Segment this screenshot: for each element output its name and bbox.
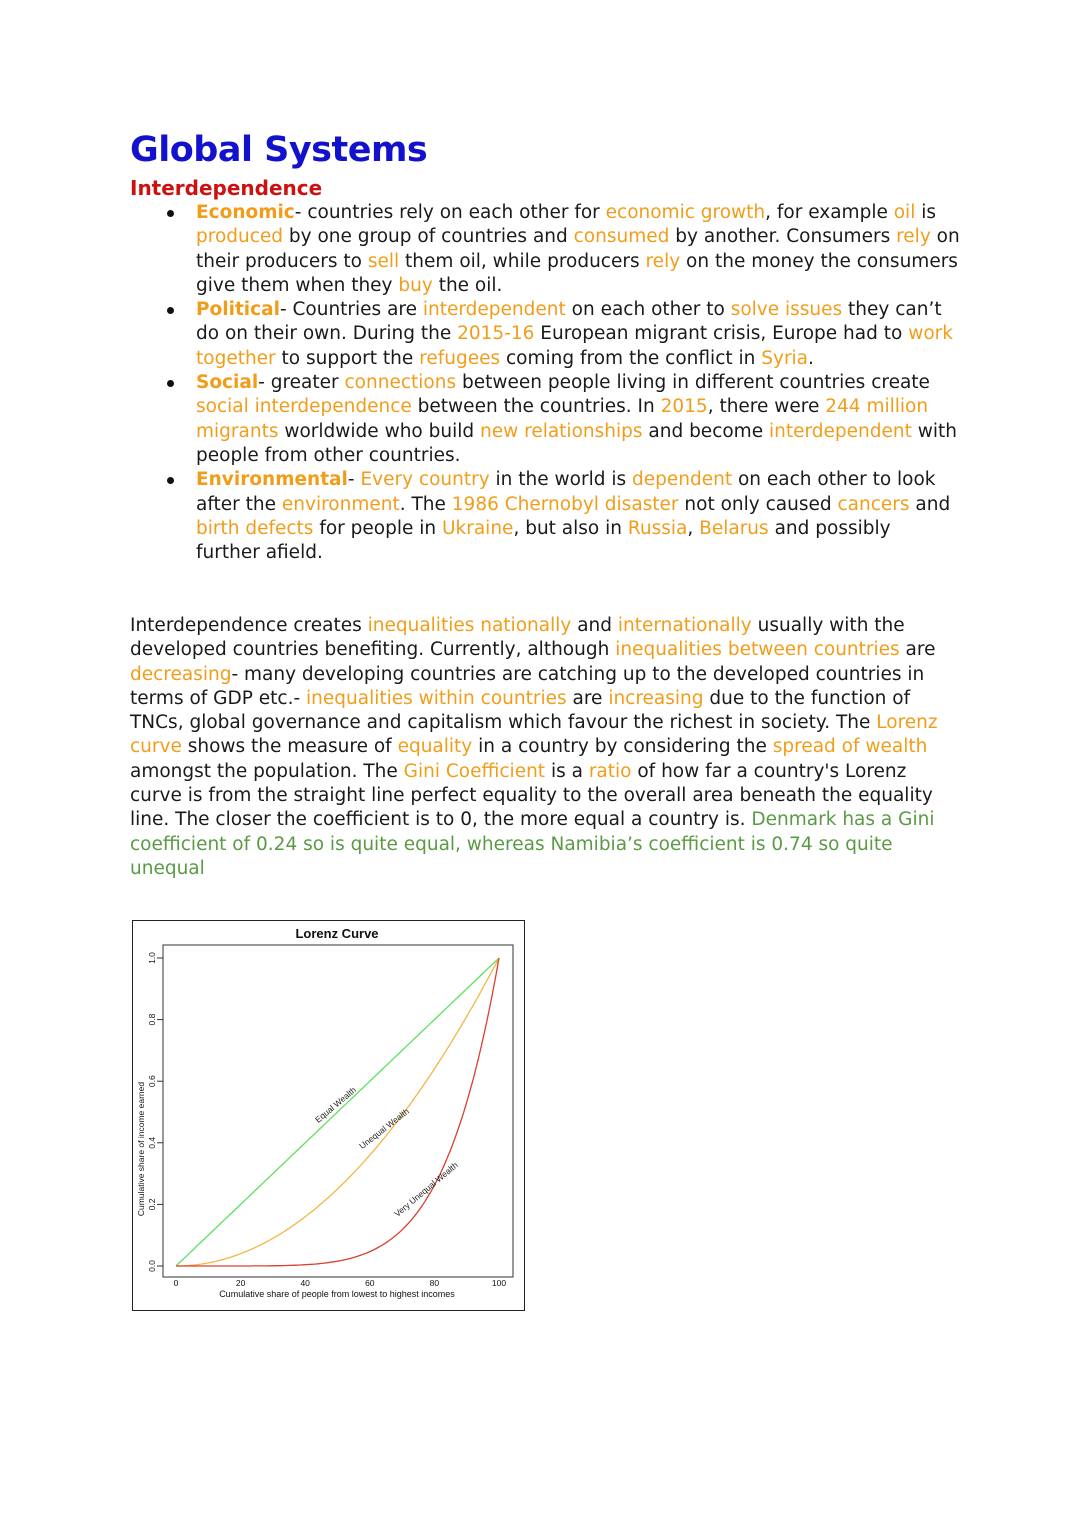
y-axis-label: Cumulative share of income earned	[136, 1081, 146, 1217]
text-run: on each other to	[565, 299, 731, 321]
green-note: Denmark has a Gini coefficient of 0.24 so is quite equal, whereas Namibia’s coefficient is 0.74 so quite unequal	[130, 809, 935, 879]
text-run: is	[915, 202, 937, 223]
text-run: between people living in different countries create	[456, 372, 930, 394]
curve-label: Very Unequal Wealth	[392, 1159, 460, 1219]
highlight: inequalities nationally	[367, 615, 572, 636]
highlight: dependent	[632, 469, 733, 491]
text-run: and	[909, 493, 951, 515]
text-run: them oil, while producers	[399, 250, 646, 272]
bullet-social	[130, 371, 960, 468]
highlight: inequalities between countries	[615, 639, 900, 661]
text-run: coming from the conflict in	[500, 347, 762, 369]
bullet-text	[196, 299, 953, 369]
text-run: usually with the developed countries benefiting. Currently, although	[130, 615, 905, 661]
highlight: sell	[367, 250, 400, 272]
lorenz-chart-svg	[133, 921, 523, 1309]
text-run: in the world is	[489, 469, 633, 491]
text-run: are	[899, 639, 936, 661]
text-run: ,	[687, 517, 700, 539]
text-run: , but also in	[513, 517, 628, 539]
bullet-dot	[167, 210, 174, 217]
bullet-list	[130, 201, 960, 565]
highlight: oil	[893, 202, 916, 223]
bullet-text	[196, 372, 957, 466]
section-heading: Interdependence	[130, 176, 323, 200]
highlight: Lorenz curve	[130, 712, 938, 758]
text-run: . The	[399, 493, 452, 515]
text-run: European migrant crisis, Europe had to	[534, 323, 909, 345]
text-run: for people in	[313, 517, 442, 539]
text-run: is a	[545, 760, 589, 782]
text-run: .	[808, 347, 814, 369]
highlight: economic growth	[605, 202, 766, 223]
x-tick-label: 80	[429, 1278, 440, 1288]
text-run: amongst the population. The	[130, 760, 404, 782]
x-tick-label: 60	[365, 1278, 375, 1288]
highlight: interdependent	[768, 420, 912, 442]
text-run: worldwide who build	[278, 420, 480, 442]
x-axis-label: Cumulative share of people from lowest to highest incomes	[219, 1289, 455, 1299]
text-run: - Countries are	[279, 299, 423, 321]
bullet-environmental	[130, 468, 960, 565]
curves	[176, 958, 499, 1266]
curve-label: Unequal Wealth	[357, 1105, 411, 1152]
text-run: to support the	[275, 347, 420, 369]
bullet-tag: Political	[196, 299, 280, 321]
text-run: , there were	[707, 396, 826, 418]
highlight: Every country	[360, 469, 490, 491]
highlight: 2015	[660, 396, 708, 418]
highlight: cancers	[837, 493, 910, 515]
highlight: Belarus	[699, 517, 769, 539]
highlight: connections	[344, 372, 457, 394]
x-tick-label: 20	[235, 1278, 246, 1288]
highlight: inequalities within countries	[306, 687, 567, 709]
text-run: they can’t do on their own. During the	[196, 299, 942, 345]
x-tick-label: 100	[491, 1278, 507, 1288]
curve-label: Equal Wealth	[313, 1084, 359, 1125]
y-tick-label: 0.4	[147, 1136, 157, 1149]
highlight: work together	[196, 323, 953, 369]
highlight: Russia	[627, 517, 688, 539]
highlight: 244 million migrants	[196, 396, 929, 442]
series-line-equal-wealth	[176, 958, 499, 1266]
highlight: refugees	[419, 347, 501, 369]
page-title: Global Systems	[130, 130, 428, 170]
text-run: between the countries. In	[411, 396, 661, 418]
y-tick-label: 0.6	[147, 1075, 157, 1088]
highlight: spread of wealth	[772, 736, 928, 758]
highlight: solve issues	[730, 299, 843, 321]
bullet-tag: Environmental	[196, 469, 348, 491]
highlight: Ukraine	[441, 517, 514, 539]
text-run: the oil.	[432, 274, 503, 296]
text-run: shows the measure of	[181, 736, 398, 758]
y-tick-label: 0.0	[147, 1260, 157, 1272]
highlight: Gini Coefficient	[403, 760, 546, 782]
bullet-dot	[167, 477, 174, 484]
bullet-text	[196, 202, 960, 296]
text-run: on the money the consumers give them when they	[196, 250, 958, 296]
text-run: and	[571, 615, 618, 636]
highlight: 2015-16	[457, 323, 535, 345]
body-paragraph	[130, 614, 960, 881]
highlight: equality	[397, 736, 473, 758]
y-tick-label: 1.0	[147, 952, 157, 964]
lorenz-chart	[132, 920, 525, 1311]
highlight: produced	[196, 226, 284, 248]
bullet-dot	[167, 307, 174, 314]
bullet-dot	[167, 380, 174, 387]
text-run: not only caused	[678, 493, 838, 515]
curve-labels	[313, 1084, 460, 1218]
highlight: increasing	[608, 687, 704, 709]
x-tick-label: 0	[173, 1278, 179, 1288]
text-run: - countries rely on each other for	[294, 202, 606, 223]
highlight: decreasing	[130, 663, 232, 685]
text-run: on their producers to	[196, 226, 960, 272]
bullet-text	[196, 469, 950, 563]
highlight: internationally	[617, 615, 752, 636]
text-run: are	[566, 687, 609, 709]
text-run: -	[347, 469, 361, 491]
text-run: by one group of countries and	[283, 226, 574, 248]
x-tick-label: 40	[300, 1278, 310, 1288]
text-run: , for example	[765, 202, 894, 223]
text-run: with people from other countries.	[196, 420, 957, 466]
highlight: social interdependence	[196, 396, 412, 418]
chart-title: Lorenz Curve	[295, 926, 379, 941]
text-run: on each other to look after the	[196, 469, 936, 515]
highlight: buy	[398, 274, 433, 296]
highlight: new relationships	[480, 420, 643, 442]
text-run: and become	[642, 420, 769, 442]
highlight: environment	[281, 493, 400, 515]
bullet-economic	[130, 201, 960, 298]
bullet-political	[130, 298, 960, 371]
highlight: rely	[896, 226, 931, 248]
text-run: by another. Consumers	[669, 226, 897, 248]
highlight: Syria	[761, 347, 809, 369]
highlight: 1986 Chernobyl disaster	[451, 493, 679, 515]
text-run: of how far a country's Lorenz curve is from the straight line perfect equality to the overall area beneath the equality line. The closer the coefficient is to 0, the more equal a country is.	[130, 760, 933, 831]
bullet-tag: Economic	[196, 202, 295, 223]
highlight: rely	[645, 250, 681, 272]
text-run: due to the function of TNCs, global governance and capitalism which favour the richest in society. The	[130, 687, 911, 734]
text-run: - greater	[258, 372, 345, 394]
highlight: ratio	[588, 760, 632, 782]
y-tick-label: 0.2	[147, 1198, 157, 1211]
text-run: in a country by considering the	[472, 736, 773, 758]
text-run: and possibly further afield.	[196, 517, 891, 564]
text-run: Interdependence creates	[130, 615, 368, 636]
y-tick-label: 0.8	[147, 1013, 157, 1026]
highlight: consumed	[573, 226, 670, 248]
highlight: interdependent	[422, 299, 566, 321]
highlight: birth defects	[196, 517, 314, 539]
text-run: - many developing countries are catching up to the developed countries in terms of GDP etc.-	[130, 663, 925, 709]
bullet-tag: Social	[196, 372, 259, 394]
